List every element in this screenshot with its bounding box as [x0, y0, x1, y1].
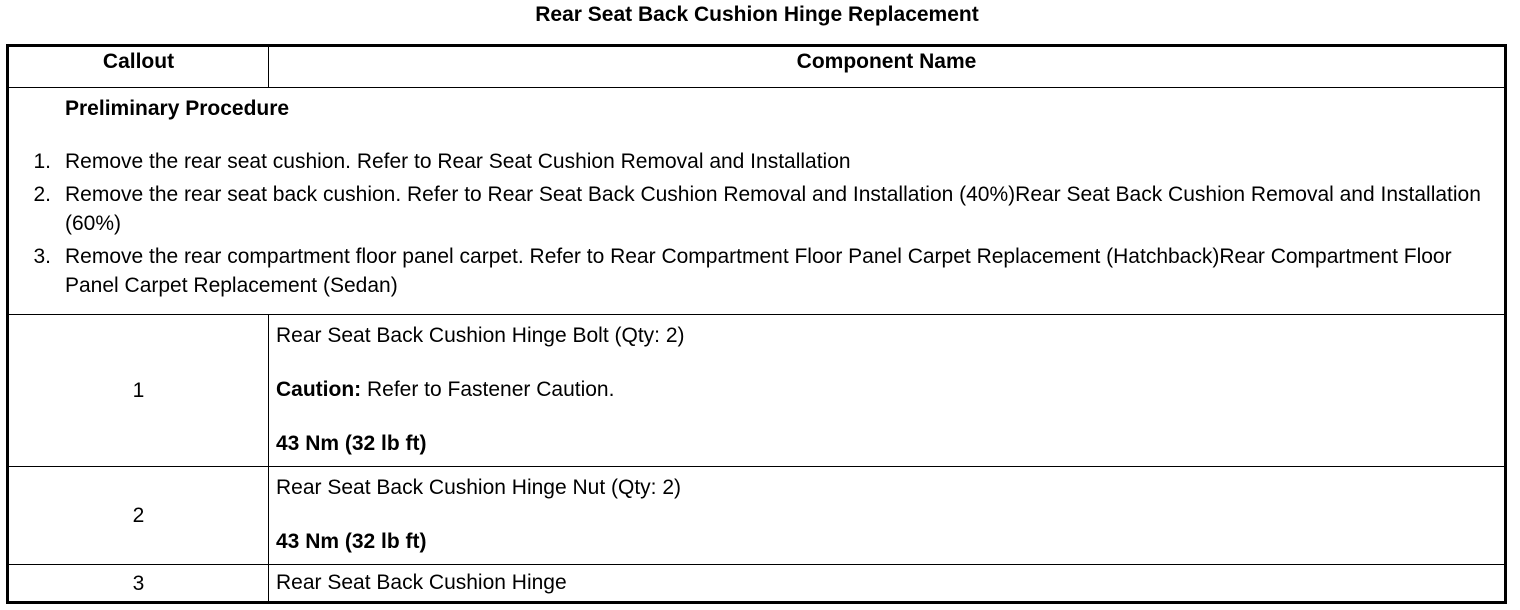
step-text: Remove the rear seat back cushion. Refer to Rear Seat Back Cushion Removal and Installation (40%)Rear Seat Back Cushion Removal and Installation (60%) — [65, 183, 1481, 235]
step-number: 2. — [33, 183, 51, 206]
step-number: 3. — [33, 245, 51, 268]
page-title: Rear Seat Back Cushion Hinge Replacement — [535, 3, 979, 26]
list-item — [29, 180, 1494, 238]
preliminary-procedure-row — [8, 88, 1506, 315]
step-text: Remove the rear seat cushion. Refer to Rear Seat Cushion Removal and Installation — [65, 150, 851, 173]
component-name: Rear Seat Back Cushion Hinge Nut (Qty: 2) — [276, 476, 682, 499]
callout-column-header: Callout — [8, 46, 269, 88]
caution-note — [276, 375, 1496, 404]
torque-spec: 43 Nm (32 lb ft) — [276, 432, 427, 455]
table-row — [8, 315, 1506, 467]
table-row — [8, 565, 1506, 603]
list-item — [29, 147, 1494, 176]
component-cell — [269, 315, 1506, 467]
step-number: 1. — [33, 150, 51, 173]
preliminary-procedure-cell — [8, 88, 1506, 315]
component-cell — [269, 467, 1506, 565]
callout-number: 1 — [8, 315, 269, 467]
callout-number: 3 — [8, 565, 269, 603]
callout-number: 2 — [8, 467, 269, 565]
step-text: Remove the rear compartment floor panel carpet. Refer to Rear Compartment Floor Panel Carpet Replacement (Hatchback)Rear Compartment Floor Panel Carpet Replacement (Sedan) — [65, 245, 1452, 297]
component-name: Rear Seat Back Cushion Hinge — [276, 571, 567, 594]
component-name-column-header: Component Name — [269, 46, 1506, 88]
list-item — [29, 242, 1494, 300]
caution-label: Caution: — [276, 378, 362, 401]
preliminary-procedure-heading: Preliminary Procedure — [65, 97, 290, 120]
component-cell — [269, 565, 1506, 603]
table-row — [8, 467, 1506, 565]
component-table — [6, 44, 1507, 604]
torque-spec: 43 Nm (32 lb ft) — [276, 530, 427, 553]
preliminary-steps-list — [29, 147, 1494, 300]
component-name: Rear Seat Back Cushion Hinge Bolt (Qty: 2) — [276, 324, 685, 347]
table-header-row — [8, 46, 1506, 88]
caution-text: Refer to Fastener Caution. — [361, 378, 615, 401]
